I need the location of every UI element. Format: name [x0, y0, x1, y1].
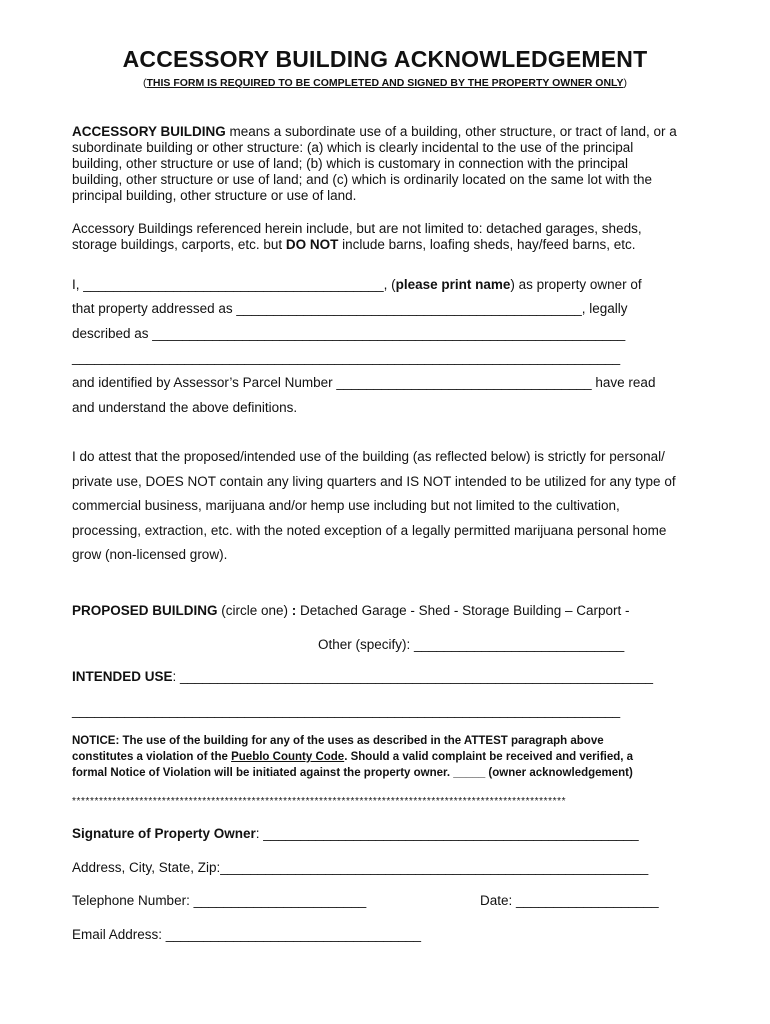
page-subtitle: (THIS FORM IS REQUIRED TO BE COMPLETED AND SIGNED BY THE PROPERTY OWNER ONLY): [142, 77, 628, 89]
separator: **************************************************************************************************************: [72, 796, 567, 807]
signature-field[interactable]: Signature of Property Owner: __________________________________________________: [72, 826, 639, 841]
telephone-field[interactable]: Telephone Number: _______________________: [72, 893, 367, 908]
definition-line: ACCESSORY BUILDING means a subordinate use of a building, other structure, or tract of land, or a: [72, 124, 677, 139]
legal-description-field-continued[interactable]: _________________________________________________________________________: [72, 350, 621, 365]
other-specify-field[interactable]: Other (specify): ____________________________: [318, 637, 625, 652]
attest-line: grow (non-licensed grow).: [72, 547, 228, 562]
includes-line: storage buildings, carports, etc. but DO NOT include barns, loafing sheds, hay/feed barns, etc.: [72, 237, 636, 252]
print-name-field[interactable]: I, ________________________________________, (please print name) as property owner of: [72, 277, 642, 292]
owner-statement-line: and understand the above definitions.: [72, 400, 298, 415]
definition-line: building, other structure or use of land; and (c) which is ordinarily located on the same lot with the: [72, 172, 653, 187]
property-address-field[interactable]: that property addressed as ______________________________________________, legally: [72, 301, 628, 316]
attest-line: I do attest that the proposed/intended use of the building (as reflected below) is strictly for personal/: [72, 449, 665, 464]
proposed-building-options[interactable]: PROPOSED BUILDING (circle one) : Detached Garage - Shed - Storage Building – Carport -: [72, 603, 630, 618]
intended-use-field-continued[interactable]: _________________________________________________________________________: [72, 703, 621, 718]
address-field[interactable]: Address, City, State, Zip:_________________________________________________________: [72, 860, 649, 875]
definition-line: principal building, other structure or use of land.: [72, 188, 357, 203]
intended-use-field[interactable]: INTENDED USE: _______________________________________________________________: [72, 669, 654, 684]
legal-description-field[interactable]: described as _______________________________________________________________: [72, 326, 626, 341]
attest-line: private use, DOES NOT contain any living quarters and IS NOT intended to be utilized for any type of: [72, 474, 676, 489]
definition-term: ACCESSORY BUILDING: [72, 124, 226, 139]
includes-line: Accessory Buildings referenced herein include, but are not limited to: detached garages, sheds,: [72, 221, 642, 236]
parcel-number-field[interactable]: and identified by Assessor’s Parcel Number __________________________________ have read: [72, 375, 656, 390]
attest-line: processing, extraction, etc. with the noted exception of a legally permitted marijuana personal home: [72, 523, 667, 538]
email-field[interactable]: Email Address: __________________________________: [72, 927, 422, 942]
pueblo-county-code-link[interactable]: Pueblo County Code: [231, 751, 345, 763]
owner-acknowledgement-line[interactable]: formal Notice of Violation will be initiated against the property owner. _____ (owner acknowledgement): [72, 767, 633, 779]
definition-line: subordinate building or other structure: (a) which is clearly incidental to the use of the principal: [72, 140, 634, 155]
notice-line: constitutes a violation of the Pueblo County Code. Should a valid complaint be received and verified, a: [72, 751, 634, 763]
attest-line: commercial business, marijuana and/or hemp use including but not limited to the cultivation,: [72, 498, 620, 513]
page-title: ACCESSORY BUILDING ACKNOWLEDGEMENT: [122, 46, 648, 72]
notice-line: NOTICE: The use of the building for any of the uses as described in the ATTEST paragraph above: [72, 735, 604, 747]
definition-line: building, other structure or use of land; (b) which is customary in connection with the principal: [72, 156, 629, 171]
date-field[interactable]: Date: ___________________: [480, 893, 659, 908]
